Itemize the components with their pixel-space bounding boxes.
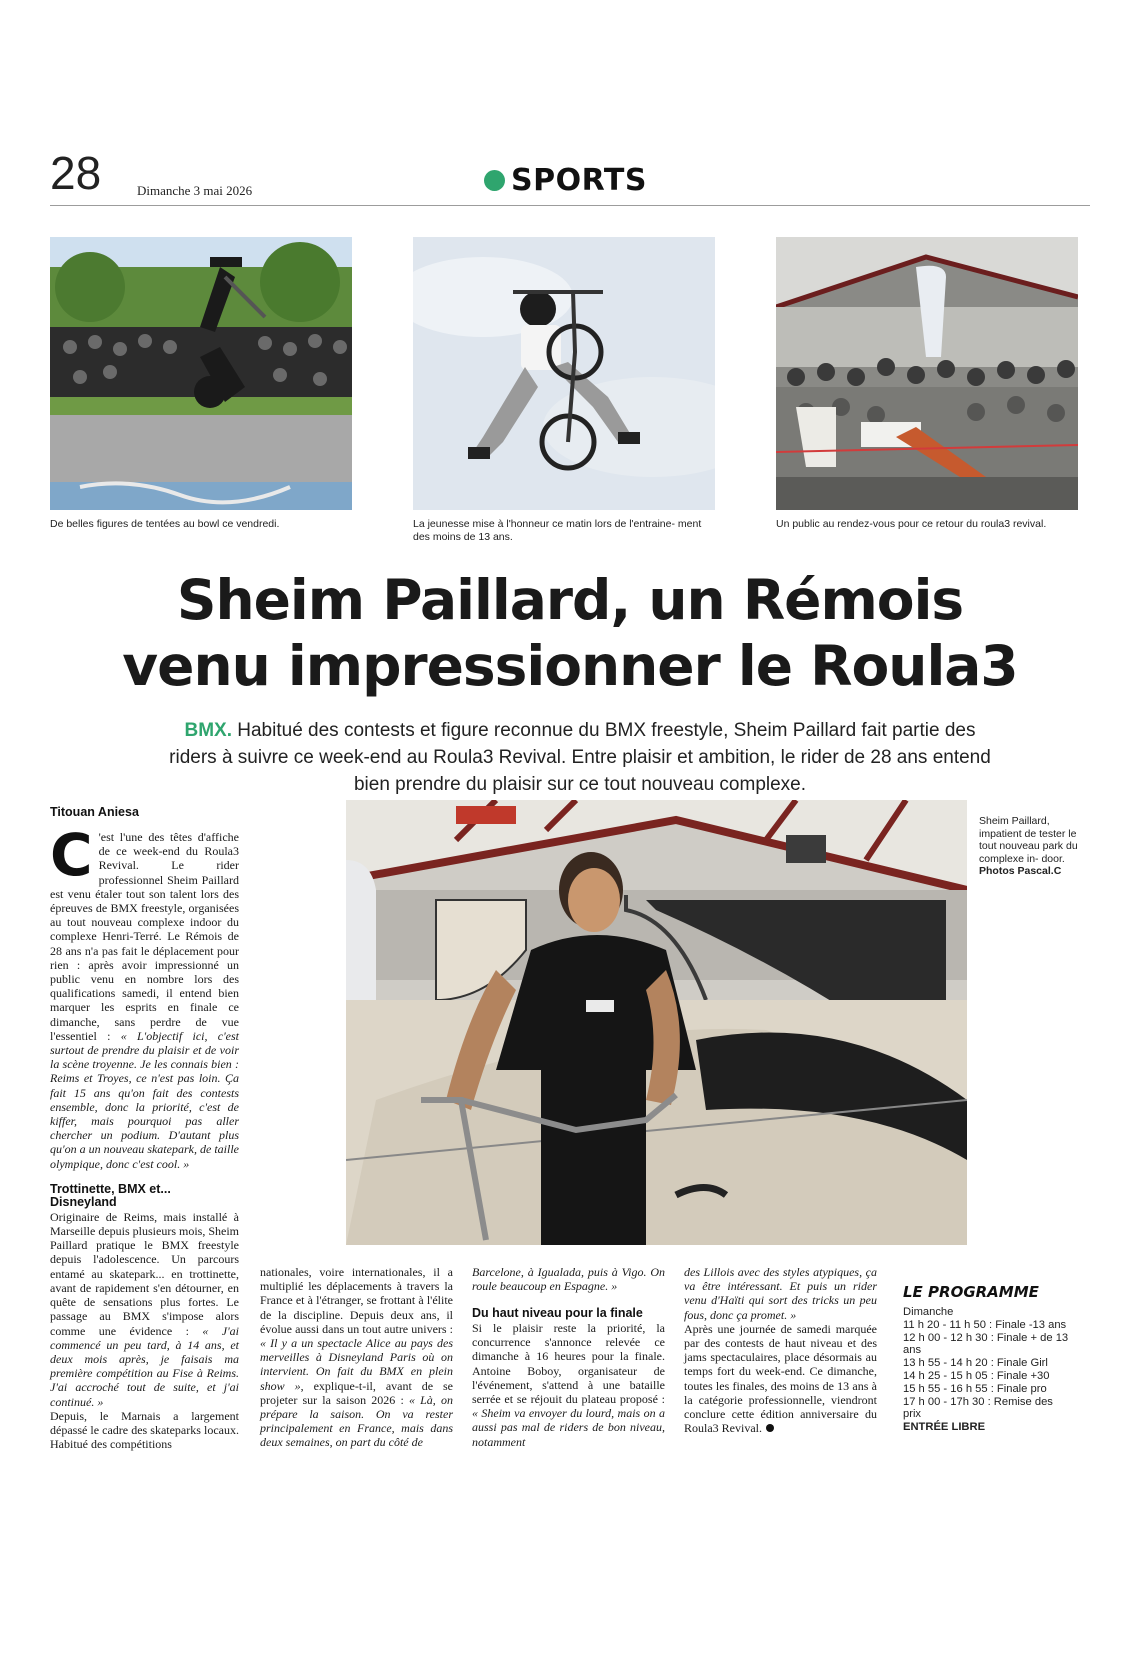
programme-item: 13 h 55 - 14 h 20 : Finale Girl — [903, 1357, 1048, 1370]
col1-paragraph-2: Originaire de Reims, mais installé à Marseille depuis plusieurs mois, Sheim Paillard pratique le BMX freestyle depuis l'adolescence. Un parcours entamé au skatepark... en trottinette, avant de rapidement s'en détourner, en quête de sensations plus fortes. Le passage au BMX s'impose alors comme une évidence : — [50, 1209, 239, 1338]
issue-date: Dimanche 3 mai 2026 — [137, 183, 253, 198]
programme-title: LE PROGRAMME — [903, 1283, 1039, 1301]
programme-item: 12 h 00 - 12 h 30 : Finale + de 13 ans — [903, 1331, 1069, 1357]
col2-quote-1: « Il y a un spectacle Alice au pays des merveilles à Disneyland Paris où on intervient. On fait du BMX en plein show » — [260, 1336, 453, 1393]
section-dot-icon — [484, 170, 505, 191]
public-crowd-image — [776, 237, 1078, 510]
col2-paragraph-1: nationales, voire internationales, il a multiplié les déplacements à travers la France et à l'étranger, se frottant à l'élite de la discipline. Depuis deux ans, il évolue aussi dans un tout autre univers : — [260, 1265, 453, 1336]
article-column-4 — [684, 1265, 877, 1435]
programme-item: 15 h 55 - 16 h 55 : Finale pro — [903, 1382, 1047, 1395]
bowl-trick-image — [50, 237, 352, 510]
youth-bmx-image — [413, 237, 715, 510]
programme-item: 17 h 00 - 17h 30 : Remise des prix — [903, 1395, 1053, 1421]
programme-item: 11 h 20 - 11 h 50 : Finale -13 ans — [903, 1318, 1067, 1331]
col4-quote-1: des Lillois avec des styles atypiques, ça va être intéressant. Et puis un rider venu d'Haïti qui sort des tricks un peu fous, donc ça promet. » — [684, 1265, 877, 1322]
programme-list — [903, 1306, 1073, 1434]
photo-credit: Photos Pascal.C — [979, 865, 1062, 877]
article-column-2 — [260, 1265, 453, 1450]
article-headline — [60, 567, 1080, 699]
col1-paragraph-3: Depuis, le Marnais a largement dépassé le cadre des skateparks locaux. Habitué des compétitions — [50, 1408, 239, 1452]
free-entry-label: ENTRÉE LIBRE — [903, 1421, 986, 1434]
main-caption-text: Sheim Paillard, impatient de tester le tout nouveau park du complexe in- door. — [979, 815, 1078, 865]
article-column-3 — [472, 1265, 665, 1449]
caption-bowl-trick: De belles figures de tentées au bowl ce vendredi. — [50, 518, 280, 530]
caption-youth-bmx: La jeunesse mise à l'honneur ce matin lors de l'entraine- ment des moins de 13 ans. — [413, 518, 702, 543]
author-byline: Titouan Aniesa — [50, 805, 139, 819]
subhead-haut-niveau: Du haut niveau pour la finale — [472, 1306, 643, 1321]
photo-youth-bmx — [413, 237, 715, 510]
photo-sheim-paillard — [346, 800, 967, 1245]
programme-item: 14 h 25 - 15 h 05 : Finale +30 — [903, 1369, 1050, 1382]
col3-paragraph-1: Si le plaisir reste la priorité, la concurrence s'annonce relevée ce dimanche à 16 heures pour la finale. Antoine Boboy, organisateur de l'événement, s'attend à une bataille serrée et se réjouit du plateau proposé : — [472, 1320, 665, 1406]
col2-quote-2: « Là, on prépare la saison. On va rester principalement en France, mais dans deux semaines, on part du côté de — [260, 1392, 453, 1450]
section-badge — [484, 163, 647, 198]
sheim-paillard-image — [346, 800, 967, 1245]
main-photo-caption — [979, 815, 1091, 878]
page-number: 28 — [50, 147, 102, 199]
col4-paragraph-1: Après une journée de samedi marquée par des contests de haut niveau et des jams spectaculaires, place désormais au temps fort du week-end. Ce dimanche, toutes les finales, des moins de 13 ans à la catégorie professionnelle, viendront conclure cette édition anniversaire du Roula3 Revival. — [684, 1321, 877, 1436]
programme-day: Dimanche — [903, 1306, 954, 1318]
subhead-trottinette: Trottinette, BMX et... Disneyland — [50, 1181, 171, 1210]
article-standfirst — [160, 717, 1000, 798]
standfirst-kicker: BMX. — [184, 720, 232, 741]
col1-quote-2: « J'ai commencé un peu tard, à 14 ans, et deux mois après, je faisais ma première compétition au Fise à Reims. J'ai accroché tout de suite, et j'ai continué. » — [50, 1323, 239, 1409]
col3-quote-1: Barcelone, à Igualada, puis à Vigo. On roule beaucoup en Espagne. » — [472, 1265, 665, 1294]
col1-quote-1: « L'objectif ici, c'est surtout de prendre du plaisir et de voir la scène troyenne. Je les connais bien : Reims et Troyes, ce n'est pas loin. Ça fait 15 ans qu'on fait des contests ensemble, donc la priorité, c'est de kiffer, mais pourquoi pas aller chercher un podium. D'autant plus qu'on a un nouveau skatepark, de taille olympique, donc c'est cool. » — [50, 1028, 239, 1171]
headline-line-1: Sheim Paillard, un Rémois — [176, 568, 964, 632]
photo-bowl-trick — [50, 237, 352, 510]
col1-paragraph-1: 'est l'une des têtes d'affiche de ce week-end du Roula3 Revival. Le rider professionnel Sheim Paillard est venu étaler tout son talent lors des épreuves de BMX freestyle, organisées au tout nouveau complexe indoor du complexe Henri-Terré. Le Rémois de 28 ans n'a pas fait le déplacement pour rien : après avoir impressionné un public venu en nombre lors des qualifications samedi, il entend bien marquer les esprits en finale ce dimanche, sans perdre de vue l'essentiel : — [50, 830, 239, 1043]
dropcap-letter: C — [50, 821, 93, 889]
standfirst-text: Habitué des contests et figure reconnue du BMX freestyle, Sheim Paillard fait partie des riders à suivre ce week-end au Roula3 Revival. Entre plaisir et ambition, le rider de 28 ans entend bien prendre du plaisir sur ce tout nouveau complexe. — [169, 720, 991, 795]
photo-public-crowd — [776, 237, 1078, 510]
headline-line-2: venu impressionner le Roula3 — [122, 634, 1018, 698]
section-label: SPORTS — [511, 163, 647, 198]
col3-quote-2: « Sheim va envoyer du lourd, mais on a aussi pas mal de riders de bon niveau, notamment — [472, 1406, 665, 1449]
article-column-1 — [50, 821, 239, 1452]
header-divider — [50, 205, 1090, 206]
caption-public-crowd: Un public au rendez-vous pour ce retour du roula3 revival. — [776, 518, 1047, 530]
end-of-article-icon — [766, 1424, 774, 1432]
col2-paragraph-2: , explique-t-il, avant de se projeter sur la saison 2026 : — [260, 1378, 453, 1407]
